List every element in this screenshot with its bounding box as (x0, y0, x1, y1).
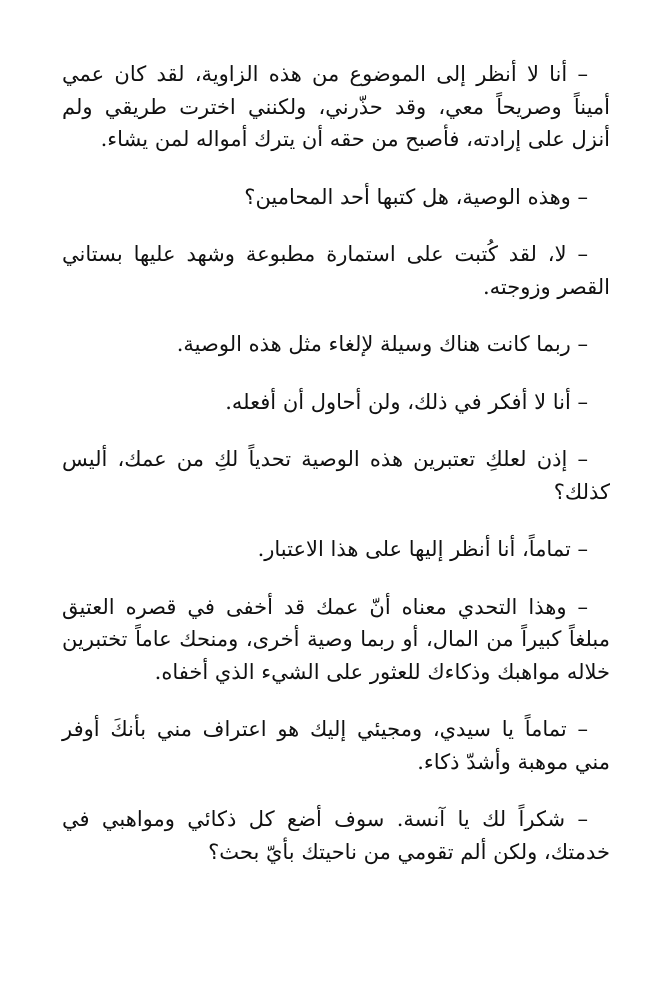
dialogue-paragraph-8: – وهذا التحدي معناه أنّ عمك قد أخفى في قصره العتيق مبلغاً كبيراً من المال، أو ربما وصية أخرى، ومنحك عاماً تختبرين خلاله مواهبك وذكاءك للعثور على الشيء الذي أخفاه. (62, 594, 610, 684)
dialogue-paragraph-4: – ربما كانت هناك وسيلة لإلغاء مثل هذه الوصية. (176, 332, 588, 356)
dialogue-paragraph-9: – تماماً يا سيدي، ومجيئي إليك هو اعتراف مني بأنكَ أوفر مني موهبة وأشدّ ذكاء. (62, 717, 610, 774)
dialogue-paragraph-3: – لا، لقد كُتبت على استمارة مطبوعة وشهد عليها بستاني القصر وزوجته. (62, 242, 610, 299)
document-page (62, 58, 610, 893)
dialogue-paragraph-6: – إذن لعلكِ تعتبرين هذه الوصية تحدياً لكِ من عمك، أليس كذلك؟ (62, 447, 610, 504)
dialogue-paragraph-2: – وهذه الوصية، هل كتبها أحد المحامين؟ (244, 184, 588, 209)
dialogue-paragraph-1: – أنا لا أنظر إلى الموضوع من هذه الزاوية، لقد كان عمي أميناً وصريحاً معي، وقد حذّرني، ولكنني اخترت طريقي ولم أنزل على إرادته، فأصبح من حقه أن يترك أمواله لمن يشاء. (62, 62, 610, 151)
dialogue-paragraph-5: – أنا لا أفكر في ذلك، ولن أحاول أن أفعله. (225, 389, 588, 414)
dialogue-paragraph-10: – شكراً لك يا آنسة. سوف أضع كل ذكائي ومواهبي في خدمتك، ولكن ألم تقومي من ناحيتك بأيّ بحث؟ (62, 807, 610, 864)
dialogue-paragraph-7: – تماماً، أنا أنظر إليها على هذا الاعتبار. (257, 537, 588, 561)
